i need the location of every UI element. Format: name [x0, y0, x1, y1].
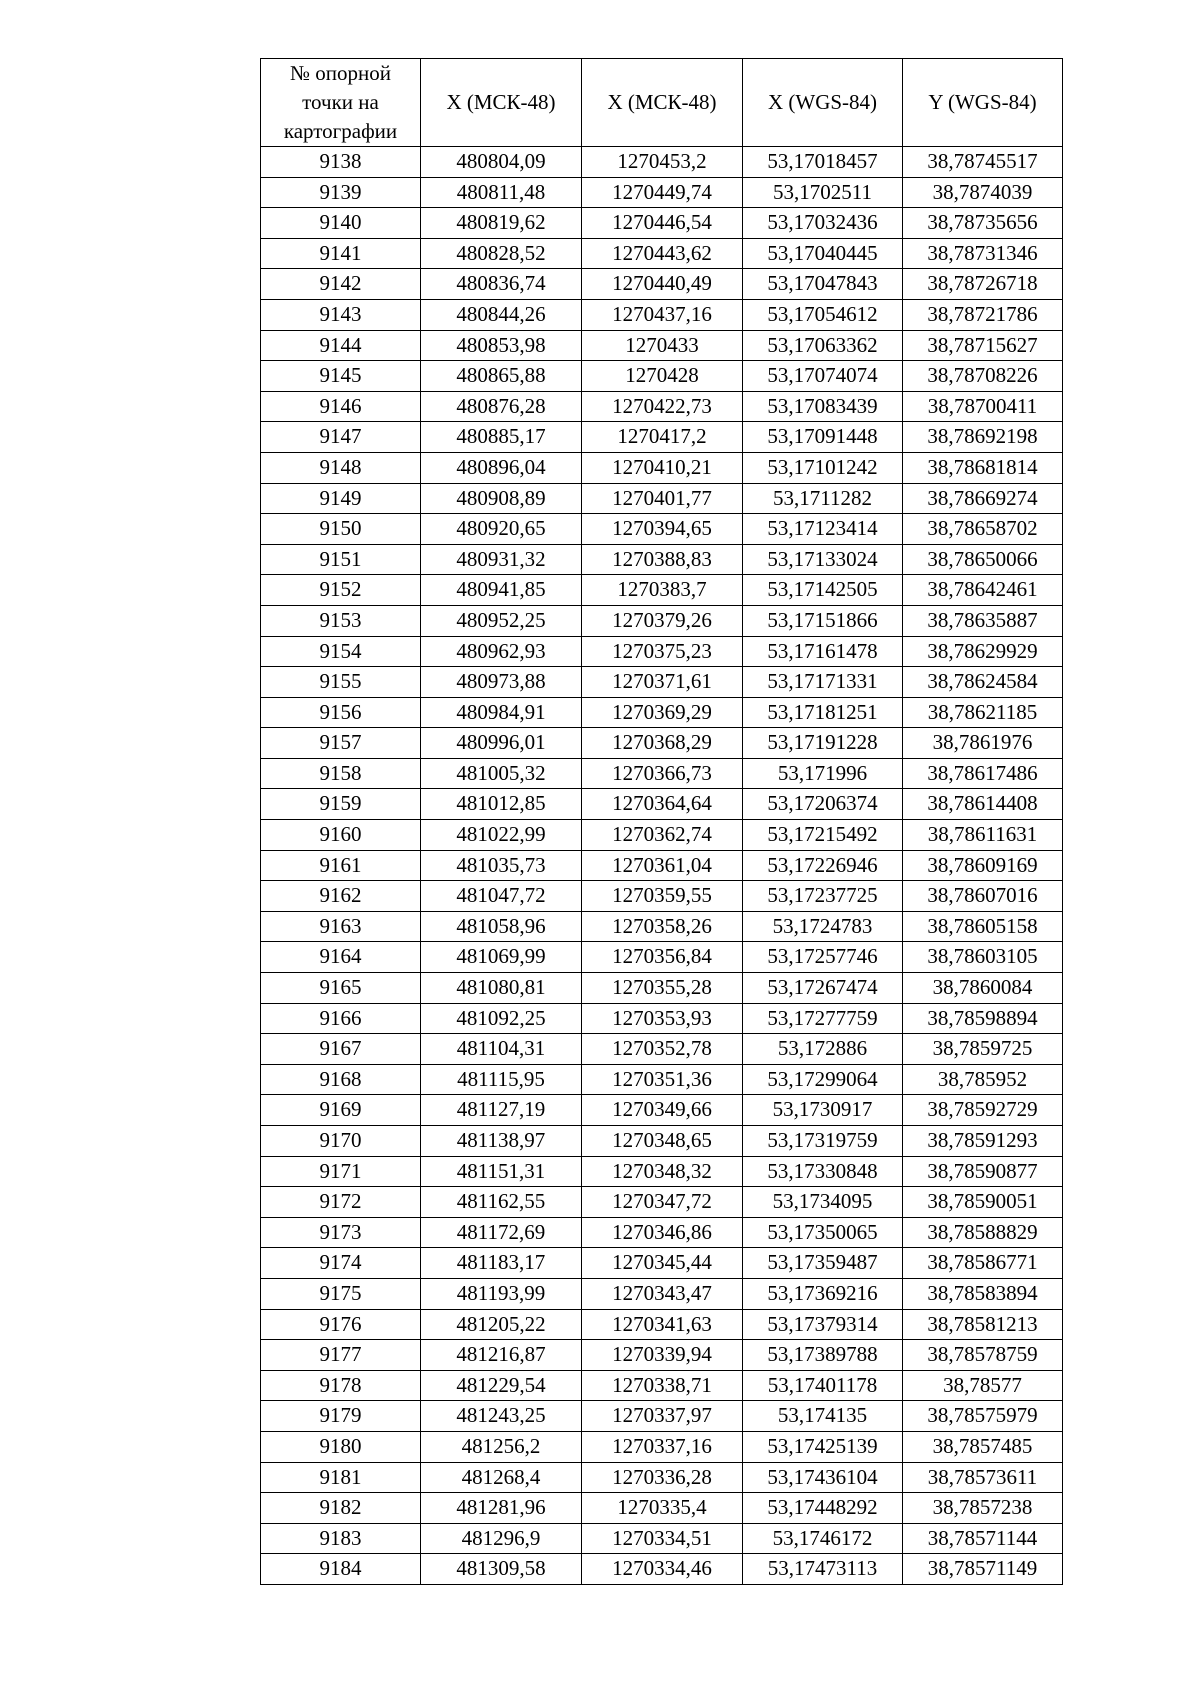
table-header	[261, 59, 1063, 147]
cell-point-number: 9140	[261, 208, 421, 239]
cell-point-number: 9154	[261, 636, 421, 667]
table-row	[261, 1340, 1063, 1371]
table-row	[261, 483, 1063, 514]
cell-x-msk48-b: 1270353,93	[582, 1003, 743, 1034]
cell-x-msk48-a: 480885,17	[421, 422, 582, 453]
cell-point-number: 9138	[261, 147, 421, 178]
table-row	[261, 1554, 1063, 1585]
cell-y-wgs84: 38,78578759	[903, 1340, 1063, 1371]
cell-y-wgs84: 38,7857485	[903, 1431, 1063, 1462]
cell-x-msk48-a: 481092,25	[421, 1003, 582, 1034]
cell-y-wgs84: 38,7874039	[903, 177, 1063, 208]
cell-x-wgs84: 53,17237725	[743, 881, 903, 912]
cell-point-number: 9160	[261, 820, 421, 851]
cell-x-msk48-b: 1270337,16	[582, 1431, 743, 1462]
cell-x-msk48-b: 1270361,04	[582, 850, 743, 881]
table-row	[261, 1462, 1063, 1493]
cell-x-msk48-a: 481022,99	[421, 820, 582, 851]
header-point-line: точки на	[302, 90, 379, 114]
cell-x-msk48-a: 481115,95	[421, 1064, 582, 1095]
cell-x-msk48-a: 480952,25	[421, 605, 582, 636]
cell-x-msk48-b: 1270379,26	[582, 605, 743, 636]
cell-x-msk48-a: 481151,31	[421, 1156, 582, 1187]
cell-y-wgs84: 38,78605158	[903, 911, 1063, 942]
cell-x-msk48-b: 1270433	[582, 330, 743, 361]
cell-point-number: 9163	[261, 911, 421, 942]
cell-x-wgs84: 53,17369216	[743, 1278, 903, 1309]
cell-x-wgs84: 53,17047843	[743, 269, 903, 300]
table-row	[261, 1187, 1063, 1218]
table-row	[261, 881, 1063, 912]
cell-x-msk48-a: 481104,31	[421, 1034, 582, 1065]
cell-x-wgs84: 53,17142505	[743, 575, 903, 606]
cell-x-wgs84: 53,17018457	[743, 147, 903, 178]
cell-x-msk48-b: 1270351,36	[582, 1064, 743, 1095]
table-row	[261, 269, 1063, 300]
cell-x-msk48-a: 481047,72	[421, 881, 582, 912]
cell-y-wgs84: 38,7857238	[903, 1493, 1063, 1524]
table-row	[261, 422, 1063, 453]
cell-x-msk48-b: 1270336,28	[582, 1462, 743, 1493]
cell-point-number: 9164	[261, 942, 421, 973]
cell-y-wgs84: 38,7861976	[903, 728, 1063, 759]
cell-x-msk48-a: 481172,69	[421, 1217, 582, 1248]
cell-y-wgs84: 38,78731346	[903, 238, 1063, 269]
cell-x-msk48-b: 1270446,54	[582, 208, 743, 239]
cell-x-msk48-a: 480811,48	[421, 177, 582, 208]
cell-y-wgs84: 38,78598894	[903, 1003, 1063, 1034]
table-row	[261, 177, 1063, 208]
cell-y-wgs84: 38,78607016	[903, 881, 1063, 912]
cell-x-msk48-a: 481012,85	[421, 789, 582, 820]
cell-point-number: 9165	[261, 973, 421, 1004]
cell-point-number: 9158	[261, 758, 421, 789]
table-row	[261, 1156, 1063, 1187]
cell-x-msk48-a: 481309,58	[421, 1554, 582, 1585]
table-row	[261, 1309, 1063, 1340]
cell-x-wgs84: 53,1734095	[743, 1187, 903, 1218]
cell-x-msk48-a: 481256,2	[421, 1431, 582, 1462]
cell-x-msk48-b: 1270338,71	[582, 1370, 743, 1401]
cell-y-wgs84: 38,785952	[903, 1064, 1063, 1095]
cell-x-msk48-b: 1270358,26	[582, 911, 743, 942]
cell-x-msk48-a: 480876,28	[421, 391, 582, 422]
cell-x-wgs84: 53,17191228	[743, 728, 903, 759]
cell-x-msk48-b: 1270383,7	[582, 575, 743, 606]
cell-x-msk48-b: 1270428	[582, 361, 743, 392]
cell-y-wgs84: 38,78571144	[903, 1523, 1063, 1554]
header-point-line: картографии	[283, 119, 398, 143]
cell-x-wgs84: 53,17123414	[743, 514, 903, 545]
cell-y-wgs84: 38,78721786	[903, 299, 1063, 330]
cell-x-msk48-a: 480984,91	[421, 697, 582, 728]
cell-y-wgs84: 38,78583894	[903, 1278, 1063, 1309]
cell-x-msk48-b: 1270366,73	[582, 758, 743, 789]
cell-y-wgs84: 38,78603105	[903, 942, 1063, 973]
cell-point-number: 9178	[261, 1370, 421, 1401]
cell-x-wgs84: 53,17151866	[743, 605, 903, 636]
table-row	[261, 299, 1063, 330]
cell-point-number: 9145	[261, 361, 421, 392]
cell-point-number: 9179	[261, 1401, 421, 1432]
table-row	[261, 850, 1063, 881]
cell-x-wgs84: 53,1702511	[743, 177, 903, 208]
cell-point-number: 9177	[261, 1340, 421, 1371]
cell-x-msk48-a: 480844,26	[421, 299, 582, 330]
cell-point-number: 9168	[261, 1064, 421, 1095]
cell-point-number: 9173	[261, 1217, 421, 1248]
table-row	[261, 1401, 1063, 1432]
cell-x-msk48-b: 1270345,44	[582, 1248, 743, 1279]
table-row	[261, 789, 1063, 820]
cell-y-wgs84: 38,78609169	[903, 850, 1063, 881]
table-row	[261, 1126, 1063, 1157]
table-row	[261, 605, 1063, 636]
table-row	[261, 575, 1063, 606]
cell-y-wgs84: 38,78614408	[903, 789, 1063, 820]
cell-x-msk48-a: 481058,96	[421, 911, 582, 942]
cell-x-msk48-a: 481162,55	[421, 1187, 582, 1218]
cell-y-wgs84: 38,78735656	[903, 208, 1063, 239]
cell-point-number: 9146	[261, 391, 421, 422]
cell-x-msk48-b: 1270362,74	[582, 820, 743, 851]
header-point-number	[261, 59, 421, 147]
cell-x-msk48-a: 481216,87	[421, 1340, 582, 1371]
cell-x-msk48-a: 480996,01	[421, 728, 582, 759]
cell-x-msk48-b: 1270364,64	[582, 789, 743, 820]
table-row	[261, 391, 1063, 422]
cell-x-msk48-a: 480973,88	[421, 667, 582, 698]
cell-point-number: 9180	[261, 1431, 421, 1462]
cell-x-msk48-b: 1270339,94	[582, 1340, 743, 1371]
cell-x-wgs84: 53,17032436	[743, 208, 903, 239]
cell-x-msk48-b: 1270349,66	[582, 1095, 743, 1126]
cell-x-msk48-a: 480804,09	[421, 147, 582, 178]
table-row	[261, 820, 1063, 851]
cell-x-wgs84: 53,17206374	[743, 789, 903, 820]
cell-x-msk48-b: 1270417,2	[582, 422, 743, 453]
cell-point-number: 9148	[261, 452, 421, 483]
cell-point-number: 9143	[261, 299, 421, 330]
cell-x-msk48-a: 481205,22	[421, 1309, 582, 1340]
cell-point-number: 9176	[261, 1309, 421, 1340]
cell-x-msk48-b: 1270375,23	[582, 636, 743, 667]
table-row	[261, 1248, 1063, 1279]
cell-x-msk48-b: 1270355,28	[582, 973, 743, 1004]
cell-x-msk48-a: 481281,96	[421, 1493, 582, 1524]
cell-x-msk48-b: 1270368,29	[582, 728, 743, 759]
table-row	[261, 636, 1063, 667]
cell-x-msk48-a: 480819,62	[421, 208, 582, 239]
cell-point-number: 9169	[261, 1095, 421, 1126]
cell-y-wgs84: 38,78581213	[903, 1309, 1063, 1340]
header-point-line: № опорной	[289, 61, 391, 85]
cell-x-msk48-b: 1270440,49	[582, 269, 743, 300]
cell-y-wgs84: 38,78586771	[903, 1248, 1063, 1279]
cell-y-wgs84: 38,7860084	[903, 973, 1063, 1004]
cell-x-wgs84: 53,17257746	[743, 942, 903, 973]
cell-x-wgs84: 53,171996	[743, 758, 903, 789]
cell-x-wgs84: 53,172886	[743, 1034, 903, 1065]
cell-point-number: 9166	[261, 1003, 421, 1034]
cell-x-wgs84: 53,17171331	[743, 667, 903, 698]
cell-point-number: 9159	[261, 789, 421, 820]
cell-x-msk48-b: 1270401,77	[582, 483, 743, 514]
table-row	[261, 942, 1063, 973]
table-row	[261, 238, 1063, 269]
cell-y-wgs84: 38,78726718	[903, 269, 1063, 300]
cell-x-msk48-b: 1270359,55	[582, 881, 743, 912]
cell-x-msk48-b: 1270334,51	[582, 1523, 743, 1554]
table-row	[261, 1034, 1063, 1065]
cell-x-msk48-a: 481127,19	[421, 1095, 582, 1126]
cell-x-wgs84: 53,17215492	[743, 820, 903, 851]
cell-x-msk48-a: 480865,88	[421, 361, 582, 392]
cell-point-number: 9152	[261, 575, 421, 606]
cell-y-wgs84: 38,78591293	[903, 1126, 1063, 1157]
cell-x-wgs84: 53,17091448	[743, 422, 903, 453]
table-row	[261, 758, 1063, 789]
cell-y-wgs84: 38,78635887	[903, 605, 1063, 636]
cell-x-msk48-b: 1270348,65	[582, 1126, 743, 1157]
cell-x-wgs84: 53,17359487	[743, 1248, 903, 1279]
cell-x-msk48-b: 1270356,84	[582, 942, 743, 973]
cell-x-msk48-b: 1270337,97	[582, 1401, 743, 1432]
cell-y-wgs84: 38,78611631	[903, 820, 1063, 851]
cell-y-wgs84: 38,78708226	[903, 361, 1063, 392]
cell-point-number: 9182	[261, 1493, 421, 1524]
cell-y-wgs84: 38,78629929	[903, 636, 1063, 667]
cell-x-msk48-b: 1270449,74	[582, 177, 743, 208]
table-row	[261, 667, 1063, 698]
cell-x-wgs84: 53,17299064	[743, 1064, 903, 1095]
cell-y-wgs84: 38,78592729	[903, 1095, 1063, 1126]
cell-x-wgs84: 53,17040445	[743, 238, 903, 269]
cell-x-msk48-a: 480962,93	[421, 636, 582, 667]
cell-y-wgs84: 38,78700411	[903, 391, 1063, 422]
cell-x-wgs84: 53,17330848	[743, 1156, 903, 1187]
cell-x-msk48-a: 481268,4	[421, 1462, 582, 1493]
cell-y-wgs84: 38,78577	[903, 1370, 1063, 1401]
cell-x-wgs84: 53,17133024	[743, 544, 903, 575]
cell-point-number: 9147	[261, 422, 421, 453]
cell-x-wgs84: 53,1711282	[743, 483, 903, 514]
cell-x-msk48-b: 1270346,86	[582, 1217, 743, 1248]
cell-y-wgs84: 38,78590051	[903, 1187, 1063, 1218]
cell-x-msk48-b: 1270394,65	[582, 514, 743, 545]
cell-y-wgs84: 38,78588829	[903, 1217, 1063, 1248]
cell-x-msk48-a: 480931,32	[421, 544, 582, 575]
cell-x-msk48-a: 480896,04	[421, 452, 582, 483]
cell-x-wgs84: 53,1724783	[743, 911, 903, 942]
cell-x-wgs84: 53,1746172	[743, 1523, 903, 1554]
cell-y-wgs84: 38,78642461	[903, 575, 1063, 606]
table-row	[261, 330, 1063, 361]
cell-y-wgs84: 38,78681814	[903, 452, 1063, 483]
cell-x-msk48-a: 481069,99	[421, 942, 582, 973]
cell-x-msk48-b: 1270437,16	[582, 299, 743, 330]
cell-x-wgs84: 53,17054612	[743, 299, 903, 330]
cell-x-wgs84: 53,17161478	[743, 636, 903, 667]
cell-x-msk48-b: 1270453,2	[582, 147, 743, 178]
cell-y-wgs84: 38,78573611	[903, 1462, 1063, 1493]
cell-y-wgs84: 38,78745517	[903, 147, 1063, 178]
cell-x-wgs84: 53,17226946	[743, 850, 903, 881]
table-row	[261, 1493, 1063, 1524]
cell-x-wgs84: 53,17074074	[743, 361, 903, 392]
cell-x-msk48-b: 1270347,72	[582, 1187, 743, 1218]
cell-point-number: 9151	[261, 544, 421, 575]
cell-x-msk48-b: 1270410,21	[582, 452, 743, 483]
header-x-msk48-b: X (МСК-48)	[582, 59, 743, 147]
cell-x-msk48-b: 1270343,47	[582, 1278, 743, 1309]
cell-x-msk48-a: 481035,73	[421, 850, 582, 881]
cell-point-number: 9141	[261, 238, 421, 269]
cell-point-number: 9149	[261, 483, 421, 514]
cell-x-msk48-b: 1270388,83	[582, 544, 743, 575]
cell-y-wgs84: 38,78715627	[903, 330, 1063, 361]
header-row	[261, 59, 1063, 147]
cell-point-number: 9161	[261, 850, 421, 881]
cell-x-msk48-a: 480941,85	[421, 575, 582, 606]
table-row	[261, 514, 1063, 545]
cell-y-wgs84: 38,78658702	[903, 514, 1063, 545]
cell-x-msk48-a: 481243,25	[421, 1401, 582, 1432]
cell-point-number: 9171	[261, 1156, 421, 1187]
cell-x-wgs84: 53,17101242	[743, 452, 903, 483]
cell-x-msk48-b: 1270422,73	[582, 391, 743, 422]
table-row	[261, 1095, 1063, 1126]
cell-point-number: 9142	[261, 269, 421, 300]
cell-x-wgs84: 53,17473113	[743, 1554, 903, 1585]
cell-x-msk48-a: 481229,54	[421, 1370, 582, 1401]
cell-x-msk48-a: 480836,74	[421, 269, 582, 300]
cell-point-number: 9172	[261, 1187, 421, 1218]
table-row	[261, 544, 1063, 575]
cell-x-wgs84: 53,17401178	[743, 1370, 903, 1401]
cell-y-wgs84: 38,78624584	[903, 667, 1063, 698]
cell-x-msk48-b: 1270341,63	[582, 1309, 743, 1340]
cell-x-msk48-a: 481138,97	[421, 1126, 582, 1157]
cell-x-msk48-b: 1270335,4	[582, 1493, 743, 1524]
cell-y-wgs84: 38,7859725	[903, 1034, 1063, 1065]
cell-x-wgs84: 53,17448292	[743, 1493, 903, 1524]
table-row	[261, 1278, 1063, 1309]
cell-x-wgs84: 53,17181251	[743, 697, 903, 728]
cell-point-number: 9170	[261, 1126, 421, 1157]
cell-x-msk48-a: 480908,89	[421, 483, 582, 514]
cell-y-wgs84: 38,78621185	[903, 697, 1063, 728]
cell-x-msk48-b: 1270443,62	[582, 238, 743, 269]
cell-x-wgs84: 53,17350065	[743, 1217, 903, 1248]
cell-x-wgs84: 53,17389788	[743, 1340, 903, 1371]
cell-point-number: 9181	[261, 1462, 421, 1493]
cell-point-number: 9139	[261, 177, 421, 208]
table-row	[261, 911, 1063, 942]
cell-point-number: 9156	[261, 697, 421, 728]
table-row	[261, 1217, 1063, 1248]
header-y-wgs84: Y (WGS-84)	[903, 59, 1063, 147]
cell-y-wgs84: 38,78692198	[903, 422, 1063, 453]
cell-y-wgs84: 38,78617486	[903, 758, 1063, 789]
cell-x-msk48-b: 1270369,29	[582, 697, 743, 728]
table-row	[261, 147, 1063, 178]
cell-x-wgs84: 53,17063362	[743, 330, 903, 361]
cell-point-number: 9162	[261, 881, 421, 912]
cell-x-msk48-b: 1270334,46	[582, 1554, 743, 1585]
cell-point-number: 9175	[261, 1278, 421, 1309]
cell-y-wgs84: 38,78669274	[903, 483, 1063, 514]
cell-x-wgs84: 53,1730917	[743, 1095, 903, 1126]
cell-point-number: 9153	[261, 605, 421, 636]
table-row	[261, 973, 1063, 1004]
cell-x-msk48-a: 481296,9	[421, 1523, 582, 1554]
table-row	[261, 1370, 1063, 1401]
cell-x-wgs84: 53,17277759	[743, 1003, 903, 1034]
cell-y-wgs84: 38,78575979	[903, 1401, 1063, 1432]
header-x-msk48-a: X (МСК-48)	[421, 59, 582, 147]
cell-x-msk48-a: 481080,81	[421, 973, 582, 1004]
cell-x-msk48-a: 481183,17	[421, 1248, 582, 1279]
cell-point-number: 9150	[261, 514, 421, 545]
cell-point-number: 9155	[261, 667, 421, 698]
cell-x-msk48-b: 1270348,32	[582, 1156, 743, 1187]
table-row	[261, 361, 1063, 392]
cell-x-msk48-a: 480920,65	[421, 514, 582, 545]
cell-x-wgs84: 53,17319759	[743, 1126, 903, 1157]
cell-x-wgs84: 53,17083439	[743, 391, 903, 422]
table-row	[261, 208, 1063, 239]
cell-point-number: 9157	[261, 728, 421, 759]
cell-y-wgs84: 38,78650066	[903, 544, 1063, 575]
table-row	[261, 697, 1063, 728]
table-body	[261, 147, 1063, 1585]
cell-x-msk48-a: 480828,52	[421, 238, 582, 269]
cell-x-msk48-a: 480853,98	[421, 330, 582, 361]
table-row	[261, 1431, 1063, 1462]
cell-x-msk48-b: 1270352,78	[582, 1034, 743, 1065]
cell-point-number: 9184	[261, 1554, 421, 1585]
coordinates-table	[260, 58, 1063, 1585]
cell-x-msk48-a: 481005,32	[421, 758, 582, 789]
cell-x-msk48-a: 481193,99	[421, 1278, 582, 1309]
cell-x-wgs84: 53,17267474	[743, 973, 903, 1004]
table-row	[261, 728, 1063, 759]
cell-point-number: 9183	[261, 1523, 421, 1554]
cell-x-msk48-b: 1270371,61	[582, 667, 743, 698]
table-row	[261, 1523, 1063, 1554]
cell-y-wgs84: 38,78590877	[903, 1156, 1063, 1187]
cell-point-number: 9167	[261, 1034, 421, 1065]
cell-x-wgs84: 53,174135	[743, 1401, 903, 1432]
cell-y-wgs84: 38,78571149	[903, 1554, 1063, 1585]
table-row	[261, 1003, 1063, 1034]
cell-x-wgs84: 53,17379314	[743, 1309, 903, 1340]
cell-point-number: 9144	[261, 330, 421, 361]
header-x-wgs84: X (WGS-84)	[743, 59, 903, 147]
table-row	[261, 452, 1063, 483]
cell-point-number: 9174	[261, 1248, 421, 1279]
cell-x-wgs84: 53,17425139	[743, 1431, 903, 1462]
table-row	[261, 1064, 1063, 1095]
cell-x-wgs84: 53,17436104	[743, 1462, 903, 1493]
